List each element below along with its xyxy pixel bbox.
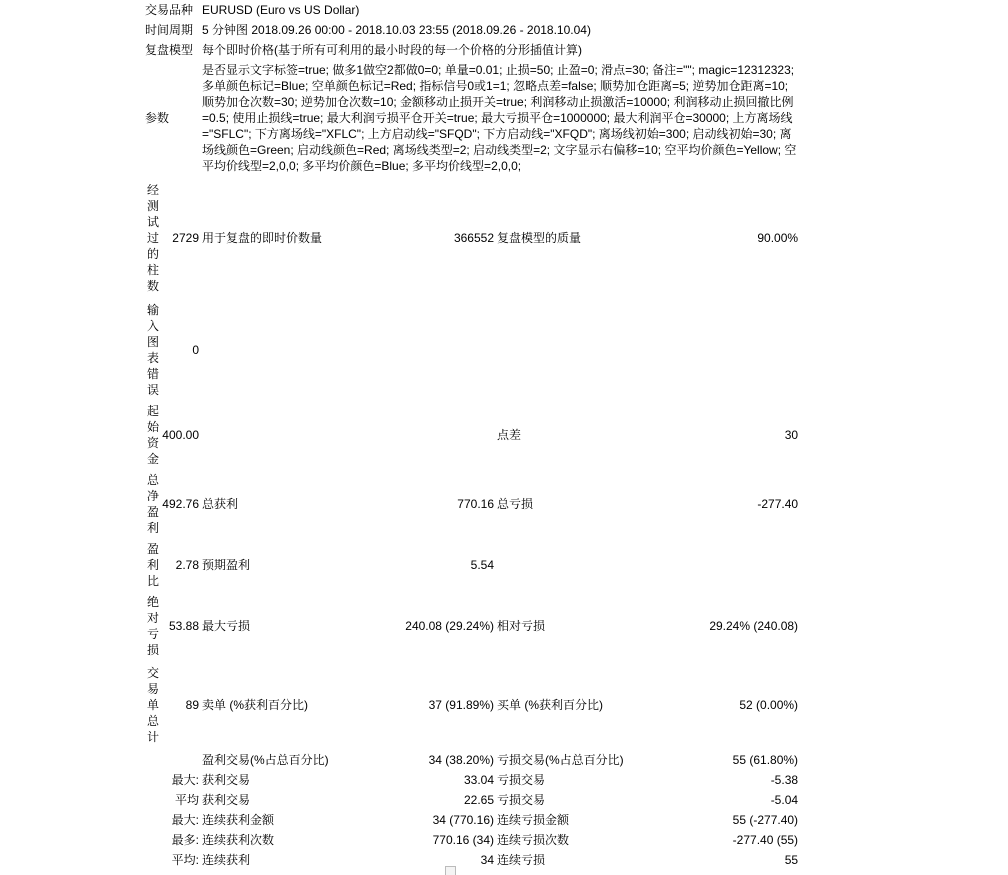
stat-a-value: 34 (38.20%) bbox=[428, 753, 494, 767]
profit-factor-value: 2.78 bbox=[175, 558, 199, 572]
stat-row bbox=[145, 810, 801, 830]
document-icon bbox=[445, 866, 456, 875]
abs-drawdown-value: 53.88 bbox=[168, 619, 199, 633]
period-label: 时间周期 bbox=[145, 23, 194, 37]
stat-a-label: 连续获利金额 bbox=[202, 813, 275, 827]
gross-loss-value: -277.40 bbox=[757, 497, 799, 511]
net-profit-label: 总净盈利 bbox=[147, 473, 160, 535]
stat-a-value: 770.16 (34) bbox=[432, 833, 494, 847]
gross-loss-label: 总亏损 bbox=[497, 497, 534, 511]
mismatch-value: 0 bbox=[192, 343, 199, 357]
stat-b-value: 55 (-277.40) bbox=[732, 813, 799, 827]
total-trades-label: 交易单总计 bbox=[147, 666, 160, 744]
spread-value: 30 bbox=[784, 428, 799, 442]
stat-a-value: 34 (770.16) bbox=[432, 813, 494, 827]
stat-b-value: -5.04 bbox=[770, 793, 799, 807]
short-trades-label: 卖单 (%获利百分比) bbox=[202, 698, 308, 712]
stat-b-label: 亏损交易(%占总百分比) bbox=[497, 753, 624, 767]
model-label: 复盘模型 bbox=[145, 43, 194, 57]
payoff-label: 预期盈利 bbox=[202, 558, 251, 572]
rel-drawdown-label: 相对亏损 bbox=[497, 619, 546, 633]
payoff-value: 5.54 bbox=[470, 558, 494, 572]
stat-a-value: 34 bbox=[480, 853, 494, 867]
stat-a-label: 连续获利 bbox=[202, 853, 251, 867]
stat-a-label: 盈利交易(%占总百分比) bbox=[202, 753, 329, 767]
stat-row bbox=[145, 750, 801, 770]
parameters-label: 参数 bbox=[145, 111, 170, 125]
quality-value: 90.00% bbox=[757, 231, 799, 245]
model-value: 每个即时价格(基于所有可利用的最小时段的每一个价格的分形插值计算) bbox=[202, 43, 582, 57]
rel-drawdown-value: 29.24% (240.08) bbox=[709, 619, 799, 633]
parameters-row bbox=[145, 60, 801, 176]
deposit-label: 起始资金 bbox=[147, 404, 160, 466]
max-drawdown-value: 240.08 (29.24%) bbox=[405, 619, 494, 633]
stat-b-label: 亏损交易 bbox=[497, 793, 546, 807]
stat-prefix: 最大: bbox=[171, 813, 199, 827]
stat-a-label: 连续获利次数 bbox=[202, 833, 275, 847]
stat-b-label: 连续亏损 bbox=[497, 853, 546, 867]
drawdown-row bbox=[145, 592, 801, 660]
max-drawdown-label: 最大亏损 bbox=[202, 619, 251, 633]
bars-value: 2729 bbox=[172, 231, 199, 245]
stat-prefix: 平均: bbox=[171, 853, 199, 867]
spread-label: 点差 bbox=[497, 428, 522, 442]
stat-a-value: 33.04 bbox=[463, 773, 494, 787]
parameters-value: 是否显示文字标签=true; 做多1做空2都做0=0; 单量=0.01; 止损=50; 止盈=0; 滑点=30; 备注=""; magic=12312323; 多单颜色标记=Blue; 空单颜色标记=Red; 指标信号0或1=1; 忽略点差=false; 顺势加仓距离=5; 逆势加仓距离=10; 顺势加仓次数=30; 逆势加仓次数=10; 金额移动止损开关=true; 利润移动止损激活=10000; 利润移动止损回撤比例=0.5; 使用止损线=true; 最大利润亏损平仓开关=true; 最大亏损平仓=1000000; 最大利润平仓=30000; 上方离场线="SFLC"; 下方离场线="XFLC"; 上方启动线="SFQD"; 下方启动线="XFQD"; 离场线初始=300; 启动线初始=30; 离场线颜色=Green; 启动线颜色=Red; 离场线类型=2; 启动线类型=2; 文字显示右偏移=10; 空平均价颜色=Yellow; 空平均价线型=2,0,0; 多平均价颜色=Blue; 多平均价线型=2,0,0; bbox=[202, 63, 797, 173]
stat-b-value: 55 (61.80%) bbox=[732, 753, 799, 767]
mismatch-row bbox=[145, 300, 801, 400]
stat-row bbox=[145, 850, 801, 870]
total-trades-row bbox=[145, 660, 801, 750]
stat-prefix: 平均 bbox=[174, 793, 199, 807]
bars-row bbox=[145, 176, 801, 300]
profit-factor-label: 盈利比 bbox=[147, 542, 160, 588]
period-row bbox=[145, 20, 801, 40]
stat-row bbox=[145, 790, 801, 810]
symbol-row bbox=[145, 0, 801, 20]
total-trades-value: 89 bbox=[185, 698, 199, 712]
ticks-label: 用于复盘的即时价数量 bbox=[202, 231, 323, 245]
stat-b-value: 55 bbox=[784, 853, 799, 867]
period-value: 5 分钟图 2018.09.26 00:00 - 2018.10.03 23:55 (2018.09.26 - 2018.10.04) bbox=[202, 23, 591, 37]
symbol-label: 交易品种 bbox=[145, 3, 194, 17]
net-profit-row bbox=[145, 470, 801, 538]
model-row bbox=[145, 40, 801, 60]
stat-a-label: 获利交易 bbox=[202, 793, 251, 807]
stat-row bbox=[145, 830, 801, 850]
stat-a-label: 获利交易 bbox=[202, 773, 251, 787]
short-trades-value: 37 (91.89%) bbox=[428, 698, 494, 712]
gross-profit-value: 770.16 bbox=[457, 497, 494, 511]
stat-b-value: -277.40 (55) bbox=[732, 833, 799, 847]
stat-row bbox=[145, 770, 801, 790]
stat-b-value: -5.38 bbox=[770, 773, 799, 787]
ticks-value: 366552 bbox=[453, 231, 494, 245]
deposit-value: 400.00 bbox=[162, 428, 199, 442]
gross-profit-label: 总获利 bbox=[202, 497, 239, 511]
bars-label: 经测试过的柱数 bbox=[147, 183, 160, 293]
long-trades-value: 52 (0.00%) bbox=[739, 698, 799, 712]
symbol-value: EURUSD (Euro vs US Dollar) bbox=[202, 3, 360, 17]
quality-label: 复盘模型的质量 bbox=[497, 231, 582, 245]
report-table bbox=[145, 0, 801, 870]
deposit-row bbox=[145, 400, 801, 470]
stat-prefix bbox=[145, 750, 202, 770]
profit-factor-row bbox=[145, 538, 801, 592]
stat-prefix: 最大: bbox=[171, 773, 199, 787]
stat-b-label: 连续亏损次数 bbox=[497, 833, 570, 847]
long-trades-label: 买单 (%获利百分比) bbox=[497, 698, 603, 712]
stat-b-label: 连续亏损金额 bbox=[497, 813, 570, 827]
net-profit-value: 492.76 bbox=[162, 497, 199, 511]
stat-a-value: 22.65 bbox=[463, 793, 494, 807]
abs-drawdown-label: 绝对亏损 bbox=[147, 595, 160, 657]
mismatch-label: 输入图表错误 bbox=[147, 303, 160, 397]
stat-b-label: 亏损交易 bbox=[497, 773, 546, 787]
stat-prefix: 最多: bbox=[171, 833, 199, 847]
